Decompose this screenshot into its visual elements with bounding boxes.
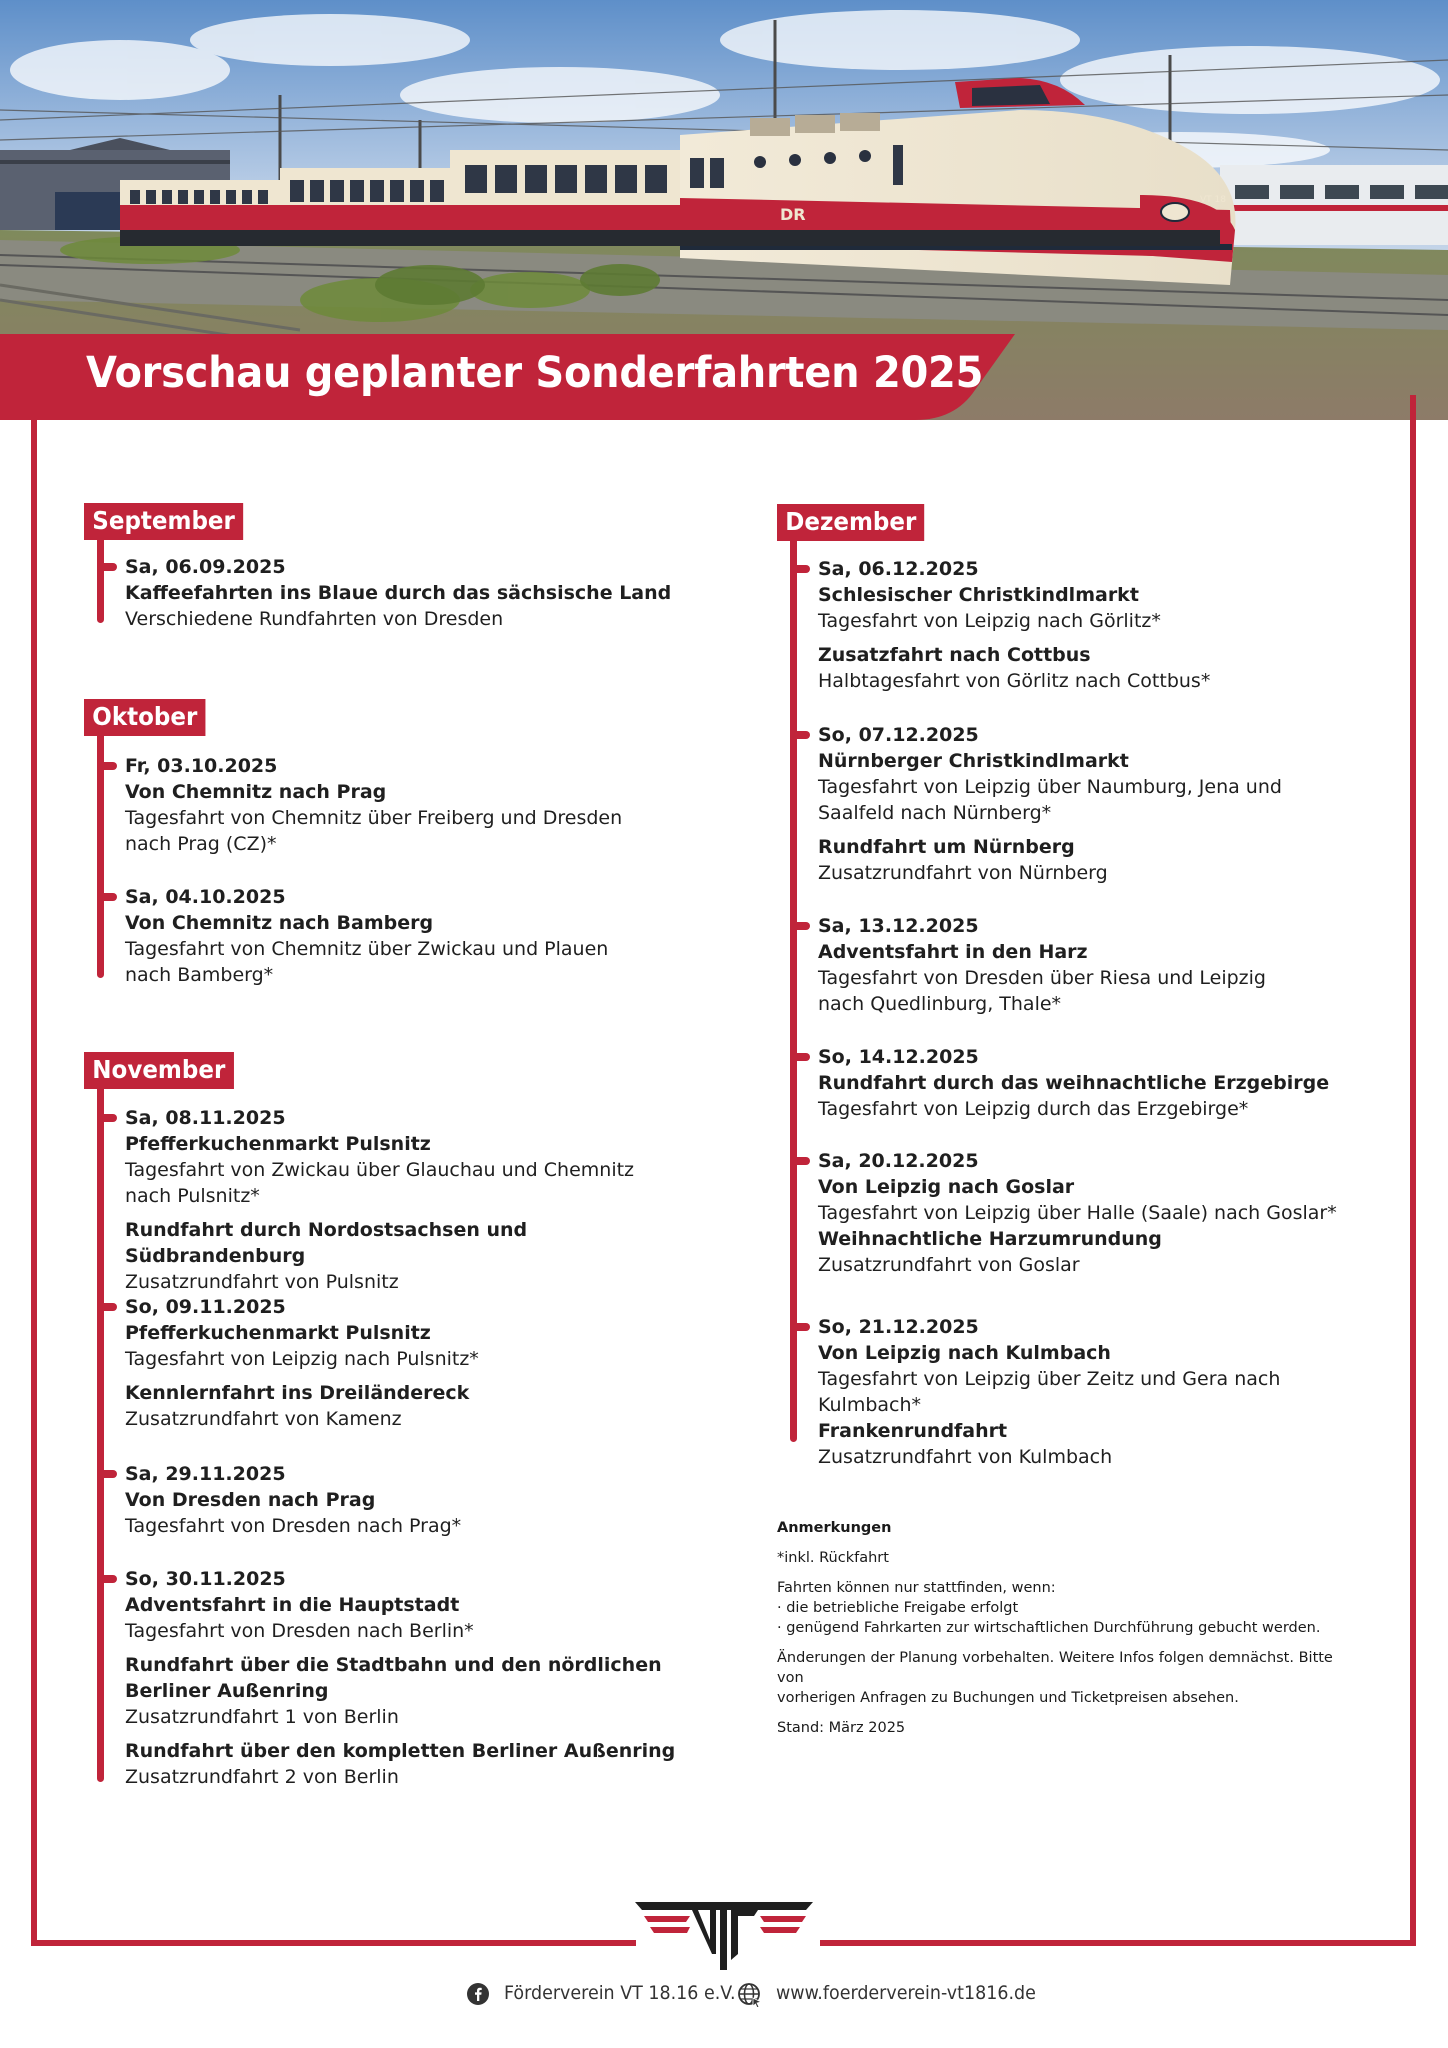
event-2025-12-21 — [818, 1314, 1378, 1470]
event-2025-12-06 — [818, 556, 1378, 694]
timeline-dot — [794, 1157, 810, 1165]
event-subtitle: Tagesfahrt von Leipzig über Naumburg, Jena und — [818, 776, 1282, 798]
month-dezember — [777, 504, 937, 541]
globe-icon[interactable] — [737, 1982, 763, 2008]
timeline-dot — [101, 563, 117, 571]
event-title: Rundfahrt über den kompletten Berliner Außenring — [125, 1740, 676, 1762]
event-date: So, 09.11.2025 — [125, 1296, 286, 1318]
event-title: Von Chemnitz nach Prag — [125, 781, 387, 803]
event-subtitle: Tagesfahrt von Chemnitz über Zwickau und Plauen — [125, 938, 609, 960]
event-subtitle: Tagesfahrt von Leipzig nach Pulsnitz* — [125, 1348, 479, 1370]
event-2025-09-06 — [125, 554, 685, 632]
notes-changes: Änderungen der Planung vorbehalten. Weitere Infos folgen demnächst. Bitte von — [777, 1650, 1333, 1686]
timeline-dezember — [790, 539, 797, 1442]
notes-condition-1: · die betriebliche Freigabe erfolgt — [777, 1600, 1019, 1616]
event-title: Rundfahrt durch Nordostsachsen und Südbrandenburg — [125, 1219, 528, 1267]
footer-url[interactable]: www.foerderverein-vt1816.de — [776, 1982, 1036, 2004]
event-date: Sa, 08.11.2025 — [125, 1107, 286, 1129]
event-title: Adventsfahrt in den Harz — [818, 941, 1088, 963]
event-title: Von Dresden nach Prag — [125, 1489, 376, 1511]
timeline-oktober — [97, 734, 104, 978]
event-subtitle: Zusatzrundfahrt 2 von Berlin — [125, 1766, 399, 1788]
event-subtitle: Zusatzrundfahrt von Nürnberg — [818, 862, 1108, 884]
event-2025-10-04 — [125, 884, 685, 988]
notes-conditions: Fahrten können nur stattfinden, wenn: — [777, 1580, 1056, 1596]
event-subtitle: Verschiedene Rundfahrten von Dresden — [125, 608, 504, 630]
event-title: Schlesischer Christkindlmarkt — [818, 584, 1139, 606]
timeline-dot — [101, 893, 117, 901]
timeline-november — [97, 1087, 104, 1782]
event-title: Frankenrundfahrt — [818, 1420, 1008, 1442]
event-subtitle: Tagesfahrt von Leipzig über Halle (Saale) nach Goslar* — [818, 1202, 1337, 1224]
notes-return-trip: *inkl. Rückfahrt — [777, 1550, 889, 1566]
event-title: Rundfahrt um Nürnberg — [818, 836, 1075, 858]
footer — [0, 1968, 1448, 2028]
event-2025-12-13 — [818, 913, 1378, 1017]
event-title: Kennlernfahrt ins Dreiländereck — [125, 1382, 470, 1404]
event-title: Nürnberger Christkindlmarkt — [818, 750, 1129, 772]
event-title-cont: Berliner Außenring — [125, 1680, 329, 1702]
timeline-dot — [794, 565, 810, 573]
event-date: Sa, 29.11.2025 — [125, 1463, 286, 1485]
event-date: Sa, 13.12.2025 — [818, 915, 979, 937]
notes-stand: Stand: März 2025 — [777, 1720, 906, 1736]
timeline-september — [97, 538, 104, 623]
event-subtitle: Tagesfahrt von Dresden nach Prag* — [125, 1515, 462, 1537]
event-2025-12-07 — [818, 722, 1378, 886]
vt-logo — [630, 1896, 820, 1974]
event-subtitle: Halbtagesfahrt von Görlitz nach Cottbus* — [818, 670, 1211, 692]
event-2025-11-09 — [125, 1294, 685, 1432]
event-title: Von Chemnitz nach Bamberg — [125, 912, 434, 934]
event-2025-11-08 — [125, 1105, 685, 1295]
event-subtitle: Tagesfahrt von Leipzig nach Görlitz* — [818, 610, 1161, 632]
event-subtitle-cont: nach Prag (CZ)* — [125, 833, 277, 855]
event-2025-10-03 — [125, 753, 685, 857]
event-title: Weihnachtliche Harzumrundung — [818, 1228, 1162, 1250]
event-title: Rundfahrt über die Stadtbahn und den nördlichen — [125, 1654, 662, 1676]
frame-bottom-right — [820, 1940, 1416, 1946]
event-date: So, 21.12.2025 — [818, 1316, 979, 1338]
month-label-oktober: Oktober — [84, 699, 206, 736]
event-date: So, 07.12.2025 — [818, 724, 979, 746]
event-2025-12-14 — [818, 1044, 1378, 1122]
event-subtitle: Tagesfahrt von Chemnitz über Freiberg und Dresden — [125, 807, 623, 829]
timeline-dot — [794, 731, 810, 739]
event-date: So, 14.12.2025 — [818, 1046, 979, 1068]
frame-left — [31, 418, 37, 1946]
timeline-dot — [794, 1053, 810, 1061]
timeline-dot — [101, 1575, 117, 1583]
event-date: Sa, 20.12.2025 — [818, 1150, 979, 1172]
train-number: VT 18 — [1200, 195, 1226, 205]
event-title: Adventsfahrt in die Hauptstadt — [125, 1594, 460, 1616]
frame-right — [1410, 395, 1416, 1946]
event-subtitle: Zusatzrundfahrt von Goslar — [818, 1254, 1080, 1276]
event-title: Von Leipzig nach Kulmbach — [818, 1342, 1111, 1364]
event-date: Sa, 06.09.2025 — [125, 556, 286, 578]
month-september — [84, 503, 257, 540]
month-november — [84, 1052, 247, 1089]
month-label-november: November — [84, 1052, 234, 1089]
event-2025-12-20 — [818, 1148, 1378, 1278]
event-date: Sa, 06.12.2025 — [818, 558, 979, 580]
timeline-dot — [101, 762, 117, 770]
event-subtitle: Zusatzrundfahrt von Pulsnitz — [125, 1271, 399, 1293]
train-marking: DR — [780, 205, 806, 224]
event-title: Rundfahrt durch das weihnachtliche Erzgebirge — [818, 1072, 1330, 1094]
event-subtitle: Tagesfahrt von Leipzig durch das Erzgebirge* — [818, 1098, 1249, 1120]
event-date: Fr, 03.10.2025 — [125, 755, 278, 777]
month-oktober — [84, 699, 216, 736]
event-title: Zusatzfahrt nach Cottbus — [818, 644, 1091, 666]
facebook-icon[interactable] — [466, 1982, 490, 2006]
frame-bottom-left — [31, 1940, 636, 1946]
footer-org: Förderverein VT 18.16 e.V. — [504, 1982, 736, 2004]
event-subtitle: Tagesfahrt von Leipzig über Zeitz und Gera nach Kulmbach* — [818, 1368, 1281, 1416]
event-subtitle-cont: nach Pulsnitz* — [125, 1185, 260, 1207]
month-label-dezember: Dezember — [777, 504, 925, 541]
event-subtitle: Zusatzrundfahrt 1 von Berlin — [125, 1706, 399, 1728]
event-subtitle: Tagesfahrt von Zwickau über Glauchau und Chemnitz — [125, 1159, 635, 1181]
notes-condition-2: · genügend Fahrkarten zur wirtschaftlichen Durchführung gebucht werden. — [777, 1620, 1321, 1636]
event-title: Von Leipzig nach Goslar — [818, 1176, 1075, 1198]
event-subtitle-cont: Saalfeld nach Nürnberg* — [818, 802, 1052, 824]
event-subtitle: Zusatzrundfahrt von Kamenz — [125, 1408, 402, 1430]
month-label-september: September — [84, 503, 243, 540]
timeline-dot — [101, 1114, 117, 1122]
event-title: Kaffeefahrten ins Blaue durch das sächsische Land — [125, 582, 672, 604]
event-title: Pfefferkuchenmarkt Pulsnitz — [125, 1322, 431, 1344]
event-subtitle: Zusatzrundfahrt von Kulmbach — [818, 1446, 1113, 1468]
event-subtitle-cont: nach Quedlinburg, Thale* — [818, 993, 1062, 1015]
timeline-dot — [794, 1323, 810, 1331]
event-date: So, 30.11.2025 — [125, 1568, 286, 1590]
event-2025-11-30 — [125, 1566, 685, 1790]
timeline-dot — [101, 1303, 117, 1311]
event-subtitle: Tagesfahrt von Dresden über Riesa und Leipzig — [818, 967, 1266, 989]
page-title: Vorschau geplanter Sonderfahrten 2025 — [86, 348, 984, 398]
timeline-dot — [794, 922, 810, 930]
notes-block — [777, 1518, 1337, 1738]
timeline-dot — [101, 1470, 117, 1478]
event-date: Sa, 04.10.2025 — [125, 886, 286, 908]
event-2025-11-29 — [125, 1461, 685, 1539]
notes-heading: Anmerkungen — [777, 1520, 892, 1536]
event-subtitle: Tagesfahrt von Dresden nach Berlin* — [125, 1620, 474, 1642]
event-title: Pfefferkuchenmarkt Pulsnitz — [125, 1133, 431, 1155]
notes-changes-cont: vorherigen Anfragen zu Buchungen und Ticketpreisen absehen. — [777, 1690, 1239, 1706]
event-subtitle-cont: nach Bamberg* — [125, 964, 274, 986]
